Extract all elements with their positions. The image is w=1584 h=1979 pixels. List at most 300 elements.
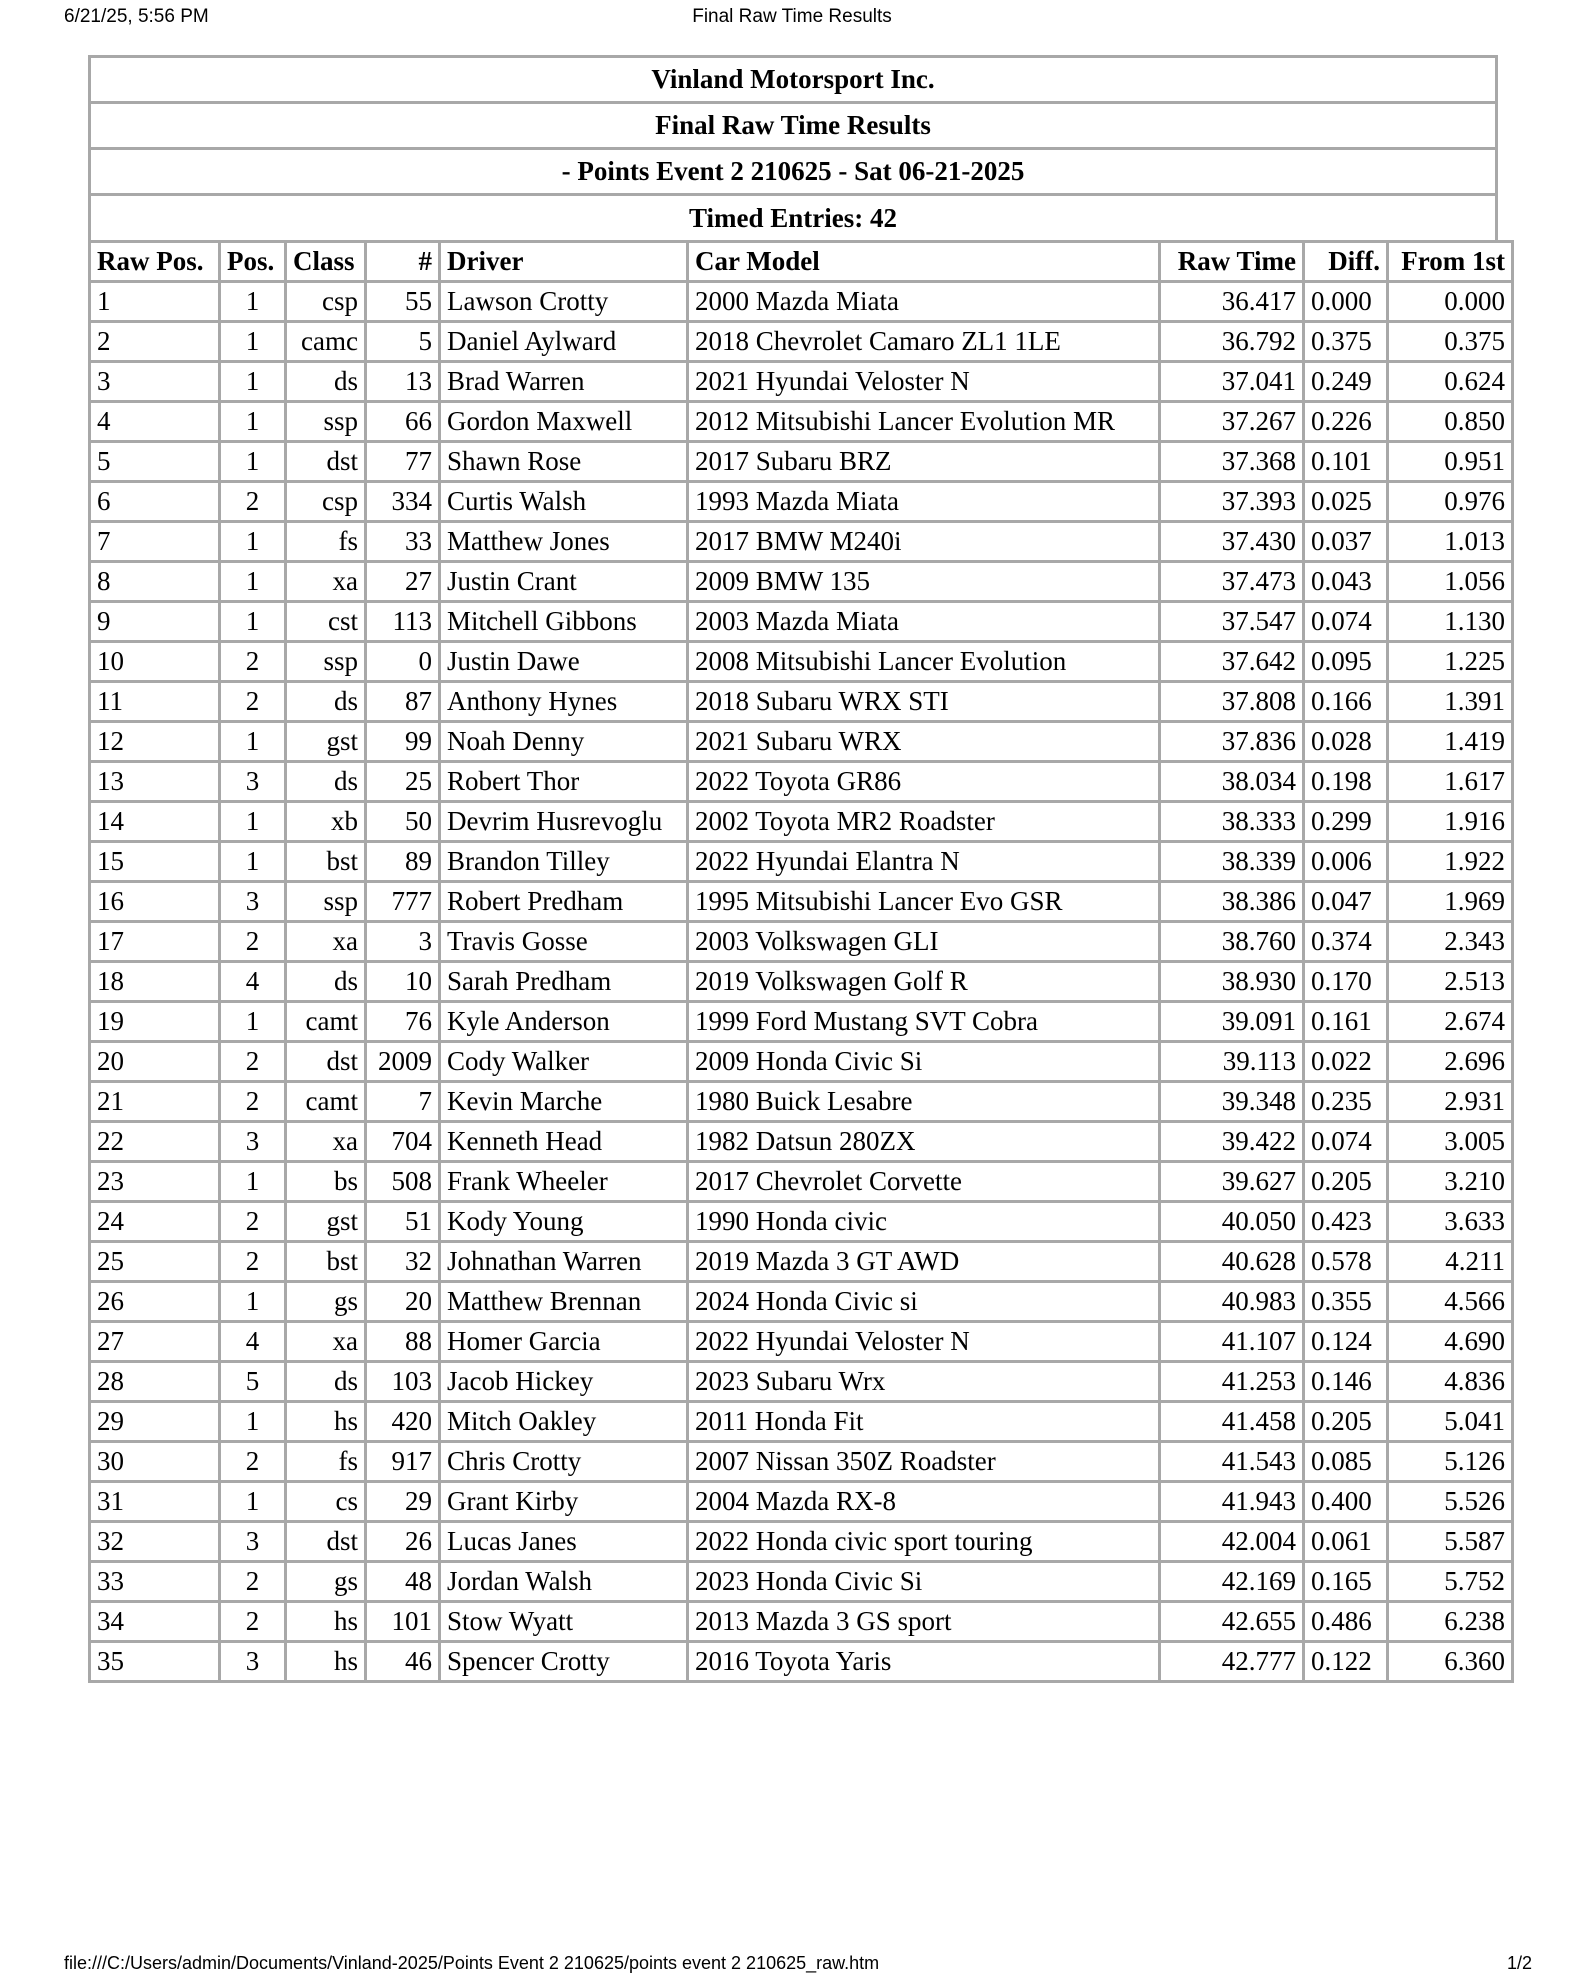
class-cell: hs: [286, 1642, 366, 1682]
pos-cell: 2: [220, 1202, 286, 1242]
driver-cell: Gordon Maxwell: [440, 402, 688, 442]
car-model-cell: 2012 Mitsubishi Lancer Evolution MR: [688, 402, 1160, 442]
class-cell: ds: [286, 682, 366, 722]
number-cell: 704: [366, 1122, 440, 1162]
from-first-cell: 6.360: [1388, 1642, 1513, 1682]
from-first-cell: 1.419: [1388, 722, 1513, 762]
diff-cell: 0.047: [1304, 882, 1388, 922]
from-first-cell: 1.056: [1388, 562, 1513, 602]
number-cell: 3: [366, 922, 440, 962]
number-cell: 46: [366, 1642, 440, 1682]
from-first-cell: 0.951: [1388, 442, 1513, 482]
from-first-cell: 5.587: [1388, 1522, 1513, 1562]
car-model-cell: 2018 Subaru WRX STI: [688, 682, 1160, 722]
driver-cell: Mitch Oakley: [440, 1402, 688, 1442]
pos-cell: 2: [220, 922, 286, 962]
table-row: [90, 1242, 1513, 1282]
number-cell: 33: [366, 522, 440, 562]
print-footer: [0, 1953, 1584, 1977]
driver-cell: Chris Crotty: [440, 1442, 688, 1482]
number-cell: 77: [366, 442, 440, 482]
raw-time-cell: 42.655: [1160, 1602, 1304, 1642]
raw-pos-cell: 2: [90, 322, 220, 362]
org-name: Vinland Motorsport Inc.: [91, 58, 1495, 104]
driver-cell: Mitchell Gibbons: [440, 602, 688, 642]
col-car-model: Car Model: [688, 242, 1160, 282]
car-model-cell: 2023 Subaru Wrx: [688, 1362, 1160, 1402]
raw-time-cell: 41.943: [1160, 1482, 1304, 1522]
raw-pos-cell: 9: [90, 602, 220, 642]
diff-cell: 0.299: [1304, 802, 1388, 842]
driver-cell: Devrim Husrevoglu: [440, 802, 688, 842]
from-first-cell: 2.343: [1388, 922, 1513, 962]
raw-pos-cell: 25: [90, 1242, 220, 1282]
pos-cell: 2: [220, 1562, 286, 1602]
driver-cell: Shawn Rose: [440, 442, 688, 482]
pos-cell: 3: [220, 1122, 286, 1162]
from-first-cell: 2.513: [1388, 962, 1513, 1002]
pos-cell: 1: [220, 1162, 286, 1202]
table-row: [90, 522, 1513, 562]
raw-pos-cell: 21: [90, 1082, 220, 1122]
col-raw-time: Raw Time: [1160, 242, 1304, 282]
from-first-cell: 0.000: [1388, 282, 1513, 322]
raw-time-cell: 37.430: [1160, 522, 1304, 562]
diff-cell: 0.000: [1304, 282, 1388, 322]
table-row: [90, 282, 1513, 322]
raw-time-cell: 39.348: [1160, 1082, 1304, 1122]
col-number: #: [366, 242, 440, 282]
driver-cell: Jacob Hickey: [440, 1362, 688, 1402]
table-row: [90, 322, 1513, 362]
timed-entries: Timed Entries: 42: [689, 203, 897, 233]
from-first-cell: 1.130: [1388, 602, 1513, 642]
number-cell: 66: [366, 402, 440, 442]
number-cell: 7: [366, 1082, 440, 1122]
table-row: [90, 1082, 1513, 1122]
from-first-cell: 3.633: [1388, 1202, 1513, 1242]
print-header: [0, 6, 1584, 30]
class-cell: cst: [286, 602, 366, 642]
pos-cell: 1: [220, 562, 286, 602]
diff-cell: 0.375: [1304, 322, 1388, 362]
table-row: [90, 1002, 1513, 1042]
raw-pos-cell: 33: [90, 1562, 220, 1602]
diff-cell: 0.061: [1304, 1522, 1388, 1562]
table-row: [90, 1402, 1513, 1442]
number-cell: 32: [366, 1242, 440, 1282]
number-cell: 13: [366, 362, 440, 402]
number-cell: 2009: [366, 1042, 440, 1082]
pos-cell: 1: [220, 802, 286, 842]
raw-time-cell: 40.050: [1160, 1202, 1304, 1242]
number-cell: 334: [366, 482, 440, 522]
driver-cell: Jordan Walsh: [440, 1562, 688, 1602]
number-cell: 5: [366, 322, 440, 362]
class-cell: gs: [286, 1562, 366, 1602]
number-cell: 113: [366, 602, 440, 642]
table-row: [90, 1362, 1513, 1402]
diff-cell: 0.006: [1304, 842, 1388, 882]
pos-cell: 1: [220, 402, 286, 442]
from-first-cell: 2.674: [1388, 1002, 1513, 1042]
class-cell: hs: [286, 1602, 366, 1642]
from-first-cell: 2.696: [1388, 1042, 1513, 1082]
pos-cell: 1: [220, 442, 286, 482]
car-model-cell: 2017 Chevrolet Corvette: [688, 1162, 1160, 1202]
pos-cell: 2: [220, 1082, 286, 1122]
raw-time-cell: 37.041: [1160, 362, 1304, 402]
class-cell: xa: [286, 562, 366, 602]
driver-cell: Homer Garcia: [440, 1322, 688, 1362]
raw-time-cell: 38.339: [1160, 842, 1304, 882]
table-row: [90, 1562, 1513, 1602]
diff-cell: 0.161: [1304, 1002, 1388, 1042]
from-first-cell: 6.238: [1388, 1602, 1513, 1642]
pos-cell: 4: [220, 1322, 286, 1362]
table-row: [90, 1602, 1513, 1642]
number-cell: 917: [366, 1442, 440, 1482]
page-number: 1/2: [1506, 1953, 1532, 1973]
raw-pos-cell: 1: [90, 282, 220, 322]
raw-time-cell: 38.386: [1160, 882, 1304, 922]
car-model-cell: 2022 Toyota GR86: [688, 762, 1160, 802]
class-cell: hs: [286, 1402, 366, 1442]
class-cell: ssp: [286, 642, 366, 682]
class-cell: dst: [286, 1522, 366, 1562]
car-model-cell: 1990 Honda civic: [688, 1202, 1160, 1242]
raw-pos-cell: 5: [90, 442, 220, 482]
driver-cell: Robert Thor: [440, 762, 688, 802]
from-first-cell: 0.850: [1388, 402, 1513, 442]
class-cell: camt: [286, 1082, 366, 1122]
class-cell: fs: [286, 1442, 366, 1482]
from-first-cell: 3.005: [1388, 1122, 1513, 1162]
table-row: [90, 402, 1513, 442]
pos-cell: 1: [220, 1402, 286, 1442]
diff-cell: 0.249: [1304, 362, 1388, 402]
diff-cell: 0.028: [1304, 722, 1388, 762]
print-title: Final Raw Time Results: [692, 6, 892, 27]
pos-cell: 3: [220, 1642, 286, 1682]
raw-time-cell: 41.253: [1160, 1362, 1304, 1402]
pos-cell: 1: [220, 842, 286, 882]
driver-cell: Anthony Hynes: [440, 682, 688, 722]
raw-pos-cell: 6: [90, 482, 220, 522]
driver-cell: Kyle Anderson: [440, 1002, 688, 1042]
raw-pos-cell: 8: [90, 562, 220, 602]
number-cell: 88: [366, 1322, 440, 1362]
class-cell: ssp: [286, 882, 366, 922]
pos-cell: 3: [220, 882, 286, 922]
raw-time-cell: 39.091: [1160, 1002, 1304, 1042]
pos-cell: 3: [220, 762, 286, 802]
car-model-cell: 2016 Toyota Yaris: [688, 1642, 1160, 1682]
car-model-cell: 2009 BMW 135: [688, 562, 1160, 602]
from-first-cell: 4.836: [1388, 1362, 1513, 1402]
raw-time-cell: 38.333: [1160, 802, 1304, 842]
class-cell: camc: [286, 322, 366, 362]
from-first-cell: 1.922: [1388, 842, 1513, 882]
number-cell: 508: [366, 1162, 440, 1202]
pos-cell: 2: [220, 1042, 286, 1082]
car-model-cell: 1980 Buick Lesabre: [688, 1082, 1160, 1122]
raw-pos-cell: 27: [90, 1322, 220, 1362]
car-model-cell: 2019 Mazda 3 GT AWD: [688, 1242, 1160, 1282]
diff-cell: 0.226: [1304, 402, 1388, 442]
diff-cell: 0.578: [1304, 1242, 1388, 1282]
car-model-cell: 2013 Mazda 3 GS sport: [688, 1602, 1160, 1642]
raw-time-cell: 40.983: [1160, 1282, 1304, 1322]
raw-time-cell: 37.642: [1160, 642, 1304, 682]
table-row: [90, 1282, 1513, 1322]
class-cell: ds: [286, 962, 366, 1002]
pos-cell: 3: [220, 1522, 286, 1562]
pos-cell: 1: [220, 322, 286, 362]
raw-time-cell: 42.004: [1160, 1522, 1304, 1562]
raw-time-cell: 41.543: [1160, 1442, 1304, 1482]
raw-time-cell: 36.792: [1160, 322, 1304, 362]
raw-pos-cell: 29: [90, 1402, 220, 1442]
diff-cell: 0.400: [1304, 1482, 1388, 1522]
from-first-cell: 4.211: [1388, 1242, 1513, 1282]
raw-pos-cell: 22: [90, 1122, 220, 1162]
class-cell: xa: [286, 1322, 366, 1362]
car-model-cell: 2022 Hyundai Veloster N: [688, 1322, 1160, 1362]
driver-cell: Kevin Marche: [440, 1082, 688, 1122]
car-model-cell: 2003 Mazda Miata: [688, 602, 1160, 642]
results-body: [90, 282, 1513, 1682]
raw-pos-cell: 24: [90, 1202, 220, 1242]
class-cell: fs: [286, 522, 366, 562]
driver-cell: Matthew Brennan: [440, 1282, 688, 1322]
car-model-cell: 1982 Datsun 280ZX: [688, 1122, 1160, 1162]
pos-cell: 1: [220, 1002, 286, 1042]
class-cell: camt: [286, 1002, 366, 1042]
raw-pos-cell: 23: [90, 1162, 220, 1202]
car-model-cell: 2003 Volkswagen GLI: [688, 922, 1160, 962]
from-first-cell: 1.013: [1388, 522, 1513, 562]
raw-time-cell: 36.417: [1160, 282, 1304, 322]
raw-time-cell: 37.473: [1160, 562, 1304, 602]
raw-pos-cell: 19: [90, 1002, 220, 1042]
from-first-cell: 1.617: [1388, 762, 1513, 802]
col-diff: Diff.: [1304, 242, 1388, 282]
driver-cell: Brad Warren: [440, 362, 688, 402]
car-model-cell: 2022 Hyundai Elantra N: [688, 842, 1160, 882]
number-cell: 76: [366, 1002, 440, 1042]
pos-cell: 1: [220, 362, 286, 402]
raw-pos-cell: 3: [90, 362, 220, 402]
table-row: [90, 482, 1513, 522]
class-cell: bst: [286, 1242, 366, 1282]
number-cell: 103: [366, 1362, 440, 1402]
pos-cell: 1: [220, 722, 286, 762]
table-row: [90, 1162, 1513, 1202]
from-first-cell: 5.752: [1388, 1562, 1513, 1602]
raw-time-cell: 39.113: [1160, 1042, 1304, 1082]
number-cell: 50: [366, 802, 440, 842]
event-name: - Points Event 2 210625 - Sat 06-21-2025: [91, 150, 1495, 196]
raw-pos-cell: 28: [90, 1362, 220, 1402]
pos-cell: 4: [220, 962, 286, 1002]
table-row: [90, 722, 1513, 762]
table-row: [90, 1642, 1513, 1682]
raw-time-cell: 40.628: [1160, 1242, 1304, 1282]
table-row: [90, 962, 1513, 1002]
driver-cell: Stow Wyatt: [440, 1602, 688, 1642]
pos-cell: 2: [220, 1242, 286, 1282]
raw-pos-cell: 16: [90, 882, 220, 922]
class-cell: ds: [286, 362, 366, 402]
from-first-cell: 3.210: [1388, 1162, 1513, 1202]
from-first-cell: 1.391: [1388, 682, 1513, 722]
car-model-cell: 2019 Volkswagen Golf R: [688, 962, 1160, 1002]
raw-time-cell: 38.760: [1160, 922, 1304, 962]
class-cell: xb: [286, 802, 366, 842]
pos-cell: 1: [220, 1282, 286, 1322]
car-model-cell: 1999 Ford Mustang SVT Cobra: [688, 1002, 1160, 1042]
car-model-cell: 2021 Subaru WRX: [688, 722, 1160, 762]
raw-time-cell: 37.547: [1160, 602, 1304, 642]
from-first-cell: 1.916: [1388, 802, 1513, 842]
diff-cell: 0.146: [1304, 1362, 1388, 1402]
diff-cell: 0.165: [1304, 1562, 1388, 1602]
car-model-cell: 2021 Hyundai Veloster N: [688, 362, 1160, 402]
from-first-cell: 0.624: [1388, 362, 1513, 402]
diff-cell: 0.205: [1304, 1402, 1388, 1442]
number-cell: 89: [366, 842, 440, 882]
table-row: [90, 362, 1513, 402]
class-cell: csp: [286, 482, 366, 522]
class-cell: ssp: [286, 402, 366, 442]
driver-cell: Spencer Crotty: [440, 1642, 688, 1682]
driver-cell: Lawson Crotty: [440, 282, 688, 322]
table-row: [90, 602, 1513, 642]
raw-pos-cell: 30: [90, 1442, 220, 1482]
table-row: [90, 682, 1513, 722]
results-heading: [88, 55, 1498, 241]
raw-time-cell: 37.808: [1160, 682, 1304, 722]
number-cell: 26: [366, 1522, 440, 1562]
diff-cell: 0.095: [1304, 642, 1388, 682]
number-cell: 0: [366, 642, 440, 682]
table-row: [90, 642, 1513, 682]
raw-pos-cell: 11: [90, 682, 220, 722]
pos-cell: 2: [220, 682, 286, 722]
raw-pos-cell: 7: [90, 522, 220, 562]
number-cell: 10: [366, 962, 440, 1002]
number-cell: 420: [366, 1402, 440, 1442]
raw-pos-cell: 34: [90, 1602, 220, 1642]
table-row: [90, 882, 1513, 922]
car-model-cell: 2011 Honda Fit: [688, 1402, 1160, 1442]
class-cell: gst: [286, 722, 366, 762]
diff-cell: 0.423: [1304, 1202, 1388, 1242]
table-row: [90, 442, 1513, 482]
raw-time-cell: 38.930: [1160, 962, 1304, 1002]
raw-time-cell: 39.422: [1160, 1122, 1304, 1162]
pos-cell: 5: [220, 1362, 286, 1402]
raw-time-cell: 37.836: [1160, 722, 1304, 762]
driver-cell: Sarah Predham: [440, 962, 688, 1002]
class-cell: bs: [286, 1162, 366, 1202]
class-cell: xa: [286, 1122, 366, 1162]
raw-time-cell: 41.458: [1160, 1402, 1304, 1442]
diff-cell: 0.043: [1304, 562, 1388, 602]
raw-time-cell: 37.267: [1160, 402, 1304, 442]
car-model-cell: 1993 Mazda Miata: [688, 482, 1160, 522]
car-model-cell: 2017 BMW M240i: [688, 522, 1160, 562]
header-row: [90, 242, 1513, 282]
pos-cell: 2: [220, 642, 286, 682]
table-row: [90, 562, 1513, 602]
car-model-cell: 2000 Mazda Miata: [688, 282, 1160, 322]
driver-cell: Brandon Tilley: [440, 842, 688, 882]
col-class: Class: [286, 242, 366, 282]
number-cell: 55: [366, 282, 440, 322]
driver-cell: Noah Denny: [440, 722, 688, 762]
from-first-cell: 5.041: [1388, 1402, 1513, 1442]
table-row: [90, 842, 1513, 882]
pos-cell: 2: [220, 1442, 286, 1482]
number-cell: 48: [366, 1562, 440, 1602]
table-row: [90, 1202, 1513, 1242]
class-cell: bst: [286, 842, 366, 882]
raw-time-cell: 42.169: [1160, 1562, 1304, 1602]
raw-time-cell: 42.777: [1160, 1642, 1304, 1682]
car-model-cell: 2009 Honda Civic Si: [688, 1042, 1160, 1082]
number-cell: 87: [366, 682, 440, 722]
from-first-cell: 1.225: [1388, 642, 1513, 682]
diff-cell: 0.355: [1304, 1282, 1388, 1322]
driver-cell: Johnathan Warren: [440, 1242, 688, 1282]
diff-cell: 0.486: [1304, 1602, 1388, 1642]
raw-time-cell: 38.034: [1160, 762, 1304, 802]
driver-cell: Lucas Janes: [440, 1522, 688, 1562]
number-cell: 99: [366, 722, 440, 762]
diff-cell: 0.374: [1304, 922, 1388, 962]
class-cell: xa: [286, 922, 366, 962]
raw-pos-cell: 35: [90, 1642, 220, 1682]
class-cell: cs: [286, 1482, 366, 1522]
from-first-cell: 2.931: [1388, 1082, 1513, 1122]
car-model-cell: 2007 Nissan 350Z Roadster: [688, 1442, 1160, 1482]
from-first-cell: 4.690: [1388, 1322, 1513, 1362]
diff-cell: 0.122: [1304, 1642, 1388, 1682]
raw-time-cell: 39.627: [1160, 1162, 1304, 1202]
table-row: [90, 1442, 1513, 1482]
table-row: [90, 1482, 1513, 1522]
diff-cell: 0.037: [1304, 522, 1388, 562]
diff-cell: 0.074: [1304, 602, 1388, 642]
driver-cell: Curtis Walsh: [440, 482, 688, 522]
diff-cell: 0.170: [1304, 962, 1388, 1002]
from-first-cell: 0.976: [1388, 482, 1513, 522]
table-row: [90, 1522, 1513, 1562]
driver-cell: Travis Gosse: [440, 922, 688, 962]
table-row: [90, 762, 1513, 802]
pos-cell: 1: [220, 522, 286, 562]
diff-cell: 0.101: [1304, 442, 1388, 482]
driver-cell: Matthew Jones: [440, 522, 688, 562]
class-cell: dst: [286, 1042, 366, 1082]
raw-pos-cell: 12: [90, 722, 220, 762]
driver-cell: Justin Dawe: [440, 642, 688, 682]
car-model-cell: 2008 Mitsubishi Lancer Evolution: [688, 642, 1160, 682]
class-cell: gst: [286, 1202, 366, 1242]
raw-pos-cell: 4: [90, 402, 220, 442]
